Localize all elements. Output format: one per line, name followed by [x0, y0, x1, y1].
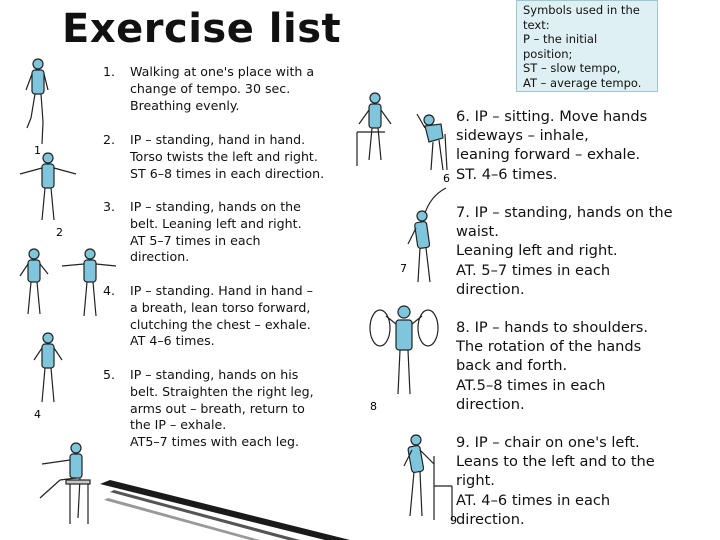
item-text: IP – standing, hands on his belt. Straighten the right leg, arms out – breath, return to the IP – exhale. AT5–7 times with each leg. [130, 367, 314, 450]
item-text: IP – standing. Hand in hand – a breath, lean torso forward, clutching the chest – exhale. AT 4–6 times. [130, 283, 313, 349]
item-number: 2. [103, 132, 116, 147]
figure-number: 8 [370, 400, 377, 413]
exercise-figure-6 [355, 90, 455, 186]
legend-line: Symbols used in the [523, 3, 640, 17]
figure-number: 9 [450, 514, 457, 527]
decorative-stripe [100, 470, 390, 540]
exercise-item-7: 7. IP – standing, hands on the waist. Leaning left and right. AT. 5–7 times in each direction. [456, 204, 673, 298]
exercise-item-8: 8. IP – hands to shoulders. The rotation of the hands back and forth. AT.5–8 times in each direction. [456, 319, 649, 413]
figure-number: 2 [56, 226, 63, 239]
item-number: 3. [103, 199, 116, 214]
exercise-figure-4 [30, 330, 70, 422]
item-number: 5. [103, 367, 116, 382]
figure-number: 4 [34, 408, 41, 421]
exercise-figure-5 [36, 440, 102, 532]
legend-line: AT – average tempo. [523, 75, 642, 90]
item-number: 1. [103, 64, 116, 79]
legend-line: ST – slow tempo, [523, 61, 621, 75]
figure-number: 7 [400, 262, 407, 275]
legend-line: text: [523, 17, 550, 32]
exercise-figure-7 [400, 186, 454, 298]
page-title: Exercise list [62, 6, 342, 52]
legend-line: P – the initial [523, 32, 598, 46]
exercise-figure-9 [398, 420, 460, 530]
exercise-figure-3 [18, 246, 118, 330]
figure-number: 1 [34, 144, 41, 157]
exercise-figure-1 [18, 56, 54, 156]
exercise-figure-2 [18, 150, 78, 242]
item-number: 4. [103, 283, 116, 298]
exercise-item-9: 9. IP – chair on one's left. Leans to the left and to the right. AT. 4–6 times in each direction. [456, 434, 655, 528]
symbols-legend [516, 0, 658, 92]
item-text: IP – standing, hand in hand. Torso twists the left and right. ST 6–8 times in each direction. [130, 132, 325, 181]
exercise-figure-8 [368, 298, 440, 418]
figure-number: 6 [443, 172, 450, 185]
item-text: IP – standing, hands on the belt. Leaning left and right. AT 5–7 times in each direction. [130, 199, 302, 265]
item-text: Walking at one's place with a change of tempo. 30 sec. Breathing evenly. [130, 64, 315, 113]
exercise-item-6: 6. IP – sitting. Move hands sideways – inhale, leaning forward – exhale. ST. 4–6 times. [456, 108, 648, 183]
legend-line: position; [523, 46, 573, 61]
